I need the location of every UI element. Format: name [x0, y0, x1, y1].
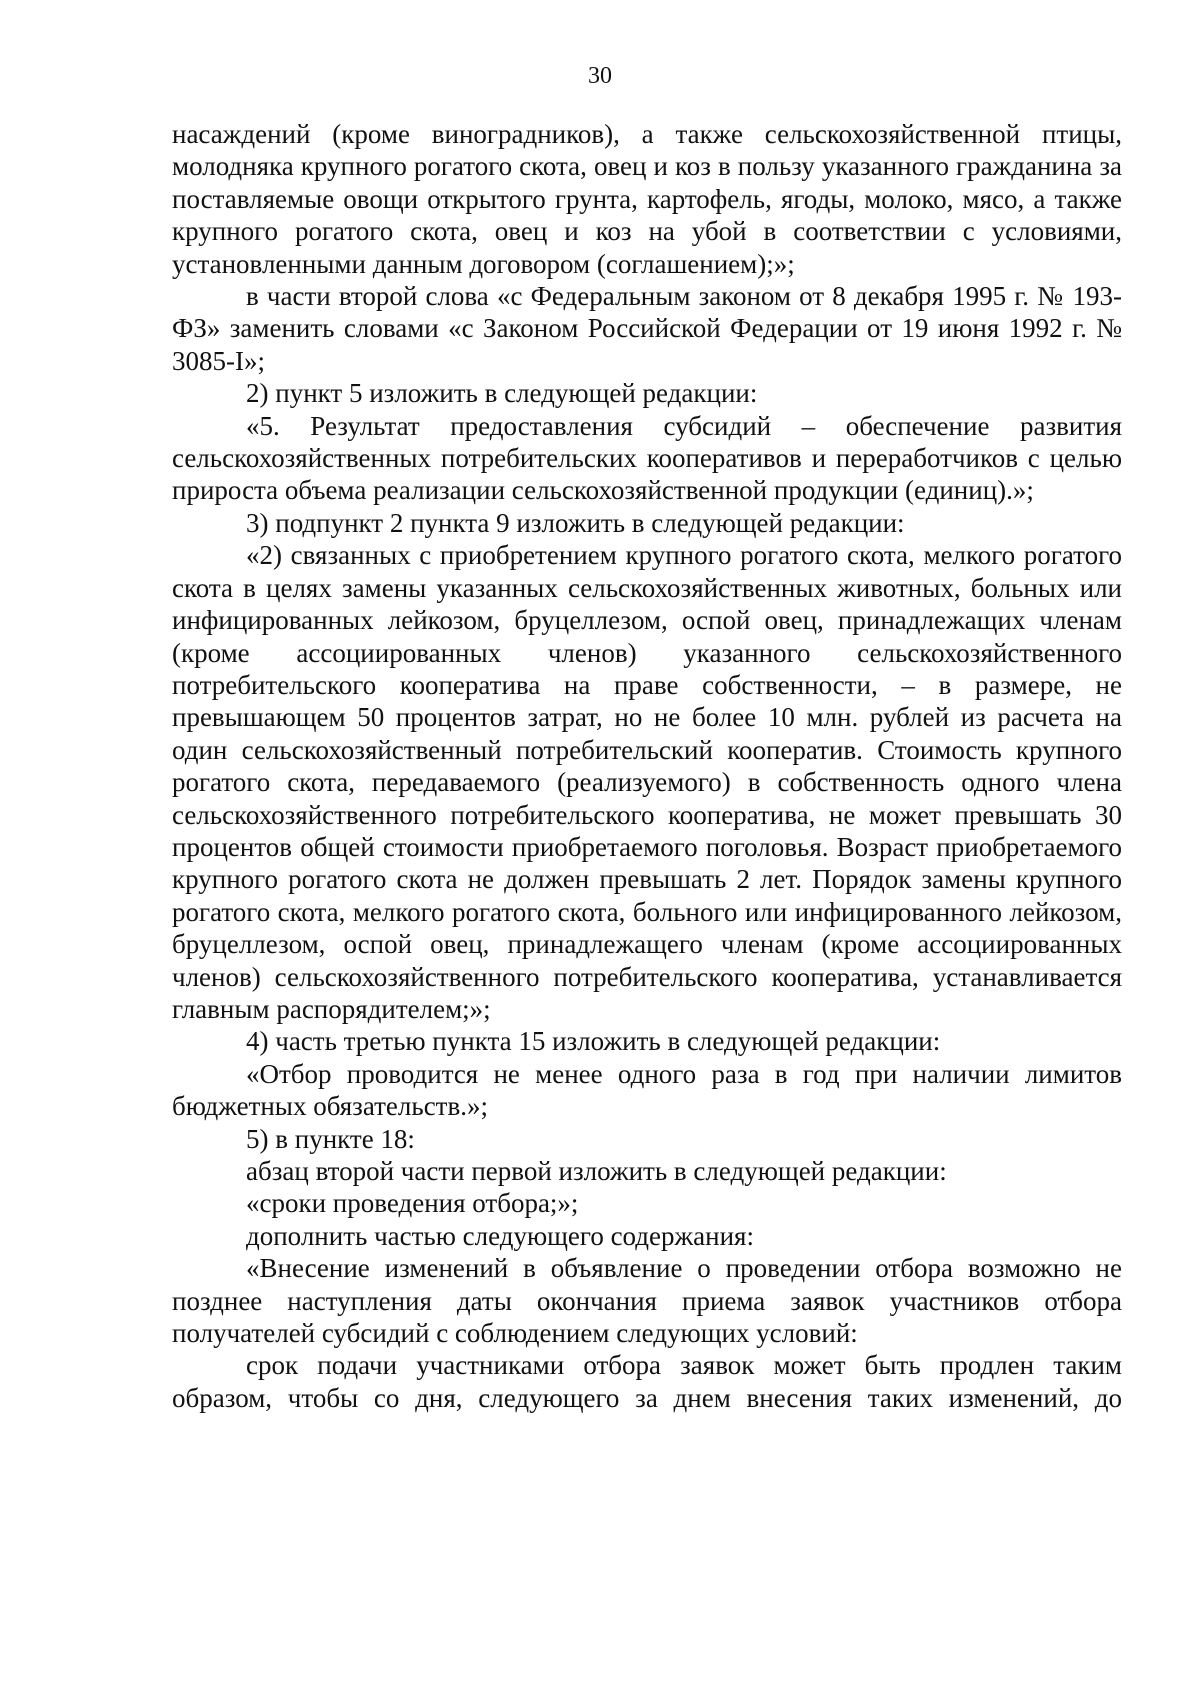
paragraph: насаждений (кроме виноградников), а также сельскохозяйственной птицы, молодняка крупного рогатого скота, овец и коз в пользу указанного гражданина за поставляемые овощи открытого грунта, картофель, ягоды, молоко, мясо, а также крупного рогатого скота, овец и коз на убой в соответствии с условиями, установленными данным договором (соглашением);»; — [172, 119, 1122, 279]
document-body — [172, 118, 1122, 1414]
paragraph: 2) пункт 5 изложить в следующей редакции: — [246, 378, 758, 409]
paragraph: 5) в пункте 18: — [246, 1123, 415, 1154]
paragraph: дополнить частью следующего содержания: — [246, 1220, 754, 1251]
paragraph: «Отбор проводится не менее одного раза в год при наличии лимитов бюджетных обязательств.»; — [172, 1058, 1122, 1122]
paragraph: «5. Результат предоставления субсидий – обеспечение развития сельскохозяйственных потребительских кооперативов и переработчиков с целью прироста объема реализации сельскохозяйственной продукции (единиц).»; — [172, 410, 1122, 506]
paragraph: «сроки проведения отбора;»; — [246, 1188, 579, 1219]
paragraph: 3) подпункт 2 пункта 9 изложить в следующей редакции: — [246, 507, 905, 538]
paragraph: в части второй слова «с Федеральным законом от 8 декабря 1995 г. № 193-ФЗ» заменить словами «с Законом Российской Федерации от 19 июня 1992 г. № 3085-I»; — [172, 281, 1122, 376]
paragraph: «2) связанных с приобретением крупного рогатого скота, мелкого рогатого скота в целях замены указанных сельскохозяйственных животных, больных или инфицированных лейкозом, бруцеллезом, оспой овец, принадлежащих членам (кроме ассоциированных членов) указанного сельскохозяйственного потребительского кооператива на праве собственности, – в размере, не превышающем 50 процентов затрат, но не более 10 млн. рублей из расчета на один сельскохозяйственный потребительский кооператив. Стоимость крупного рогатого скота, передаваемого (реализуемого) в собственность одного члена сельскохозяйственного потребительского кооператива, не может превышать 30 процентов общей стоимости приобретаемого поголовья. Возраст приобретаемого крупного рогатого скота не должен превышать 2 лет. Порядок замены крупного рогатого скота, мелкого рогатого скота, больного или инфицированного лейкозом, бруцеллезом, оспой овец, принадлежащего членам (кроме ассоциированных членов) сельскохозяйственного потребительского кооператива, устанавливается главным распорядителем;»; — [172, 540, 1122, 1024]
paragraph: 4) часть третью пункта 15 изложить в следующей редакции: — [246, 1026, 941, 1057]
paragraph: срок подачи участниками отбора заявок может быть продлен таким образом, чтобы со дня, следующего за днем внесения таких изменений, до — [172, 1350, 1122, 1413]
paragraph: абзац второй части первой изложить в следующей редакции: — [246, 1156, 947, 1186]
paragraph: «Внесение изменений в объявление о проведении отбора возможно не позднее наступления даты окончания приема заявок участников отбора получателей субсидий с соблюдением следующих условий: — [172, 1253, 1122, 1349]
page-number: 30 — [588, 63, 612, 89]
